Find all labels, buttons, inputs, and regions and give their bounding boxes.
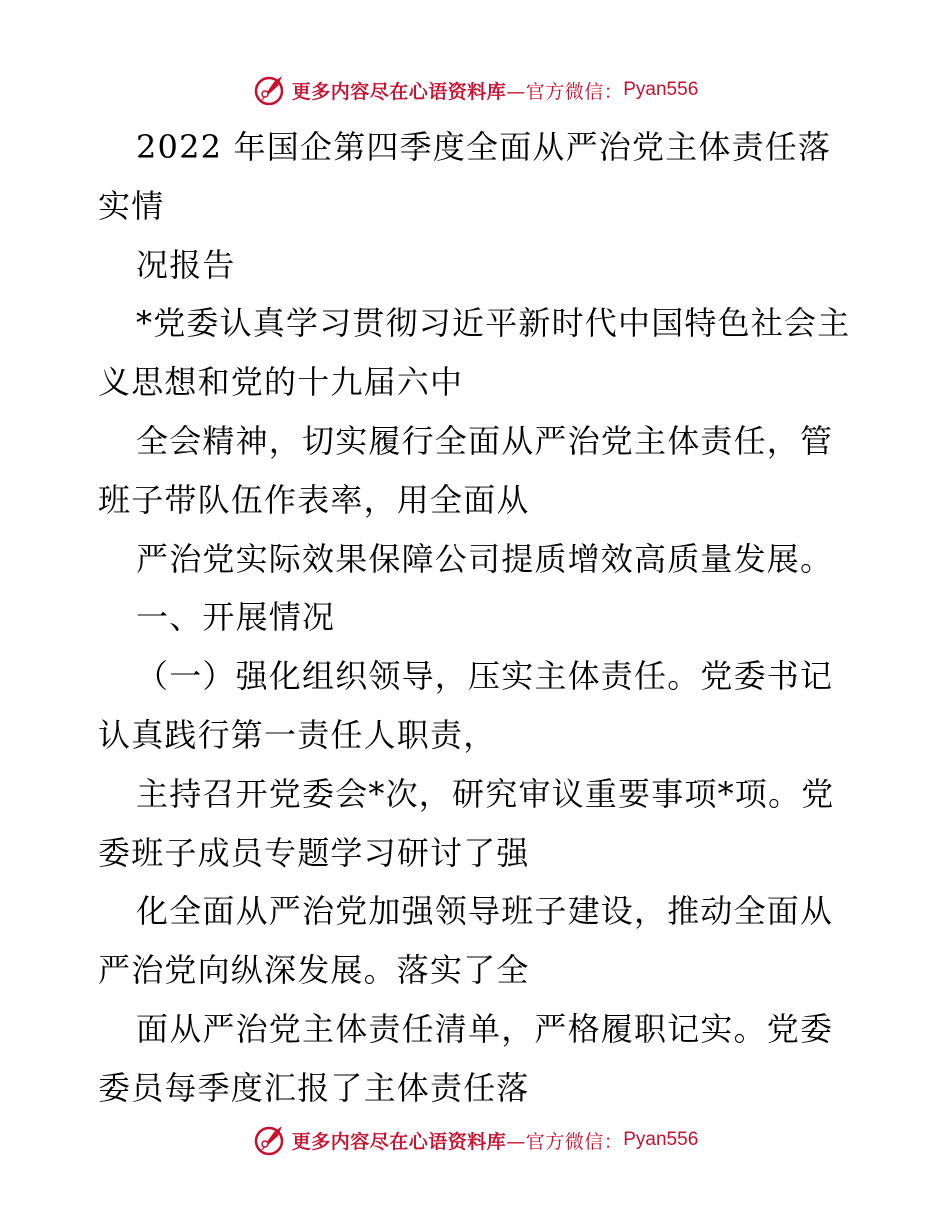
watermark-wechat-id: Pyan556 <box>623 1129 699 1150</box>
document-body <box>98 118 858 1118</box>
watermark-main-text: 更多内容尽在心语资料库 <box>291 1130 507 1153</box>
paragraph-line: *党委认真学习贯彻习近平新时代中国特色社会主义思想和党的十九届六中 <box>98 304 851 402</box>
section-heading: 一、开展情况 <box>136 598 336 637</box>
watermark-main-text: 更多内容尽在心语资料库 <box>291 80 507 103</box>
paragraph-line: 全会精神，切实履行全面从严治党主体责任，管班子带队伍作表率，用全面从 <box>98 421 834 519</box>
paragraph-line: 严治党实际效果保障公司提质增效高质量发展。 <box>136 539 834 578</box>
paragraph-line: 主持召开党委会*次，研究审议重要事项*项。党委班子成员专题学习研讨了强 <box>98 774 835 872</box>
paragraph-line: （一）强化组织领导，压实主体责任。党委书记认真践行第一责任人职责， <box>98 657 834 754</box>
watermark-banner-top <box>0 70 950 110</box>
watermark-separator-text: —官方微信： <box>506 1130 624 1153</box>
watermark-wechat-id: Pyan556 <box>623 79 699 100</box>
paragraph-line: 面从严治党主体责任清单，严格履职记实。党委委员每季度汇报了主体责任落 <box>98 1009 834 1107</box>
quill-pen-icon <box>252 72 288 108</box>
document-title-line-1: 2022 年国企第四季度全面从严治党主体责任落实情 <box>98 128 832 225</box>
document-title-line-2: 况报告 <box>136 245 236 284</box>
watermark-banner-bottom <box>0 1120 950 1160</box>
paragraph-line: 化全面从严治党加强领导班子建设，推动全面从严治党向纵深发展。落实了全 <box>98 892 834 990</box>
watermark-separator-text: —官方微信： <box>506 80 624 103</box>
quill-pen-icon <box>252 1122 288 1158</box>
